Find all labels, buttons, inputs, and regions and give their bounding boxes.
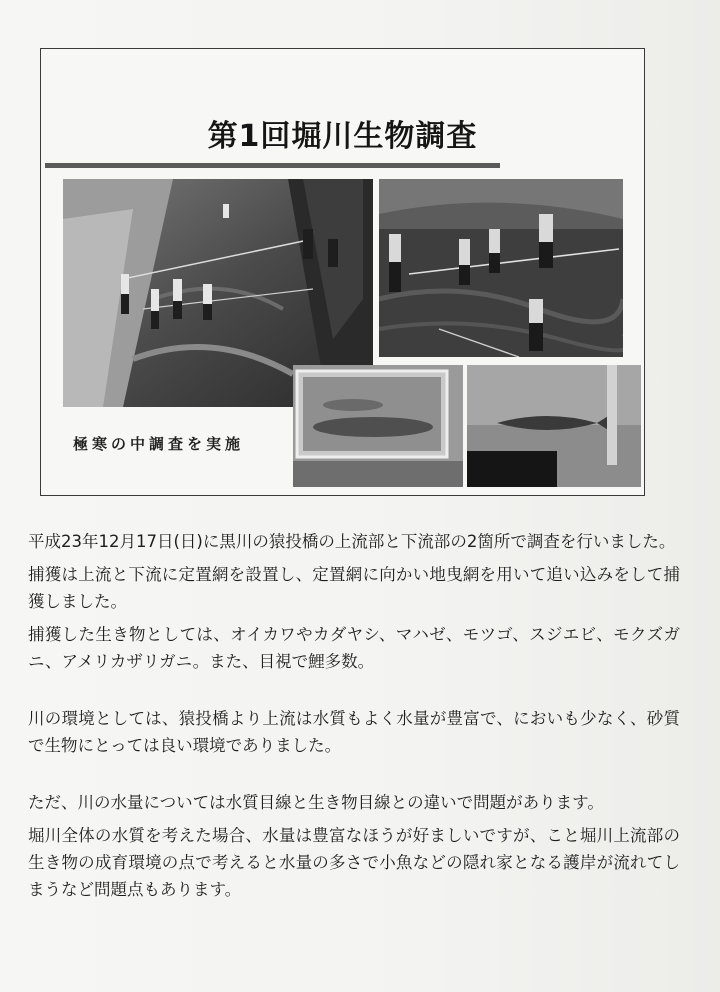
- photo-net-pulling: [379, 179, 623, 357]
- paragraph-captured-species: 捕獲した生き物としては、オイカワやカダヤシ、マハゼ、モツゴ、スジエビ、モクズガニ、アメリカザリガニ。また、目視で鯉多数。: [28, 625, 680, 671]
- poster-frame: [40, 48, 645, 496]
- paragraph-water-volume-issue: ただ、川の水量については水質目線と生き物目線との違いで問題があります。: [28, 793, 604, 812]
- paragraph-river-environment: 川の環境としては、猿投橋より上流は水質もよく水量が豊富で、においも少なく、砂質で生物にとっては良い環境でありました。: [28, 709, 680, 755]
- paragraph-capture-method: 捕獲は上流と下流に定置網を設置し、定置網に向かい地曳網を用いて追い込みをして捕獲しました。: [28, 565, 681, 611]
- poster-title: 第1回堀川生物調査: [207, 119, 478, 154]
- title-underline: [45, 163, 500, 168]
- photo-fish-closeup: [467, 365, 641, 487]
- poster-caption: 極寒の中調査を実施: [73, 435, 245, 453]
- paragraph-water-volume-detail: 堀川全体の水質を考えた場合、水量は豊富なほうが好ましいですが、こと堀川上流部の生き物の成育環境の点で考えると水量の多さで小魚などの隠れ家となる護岸が流れてしまうなど問題点もあります。: [28, 826, 681, 899]
- paragraph-survey-date: 平成23年12月17日(日)に黒川の猿投橋の上流部と下流部の2箇所で調査を行いました。: [28, 532, 676, 551]
- report-body: [28, 528, 680, 909]
- photo-fish-tank: [293, 365, 463, 487]
